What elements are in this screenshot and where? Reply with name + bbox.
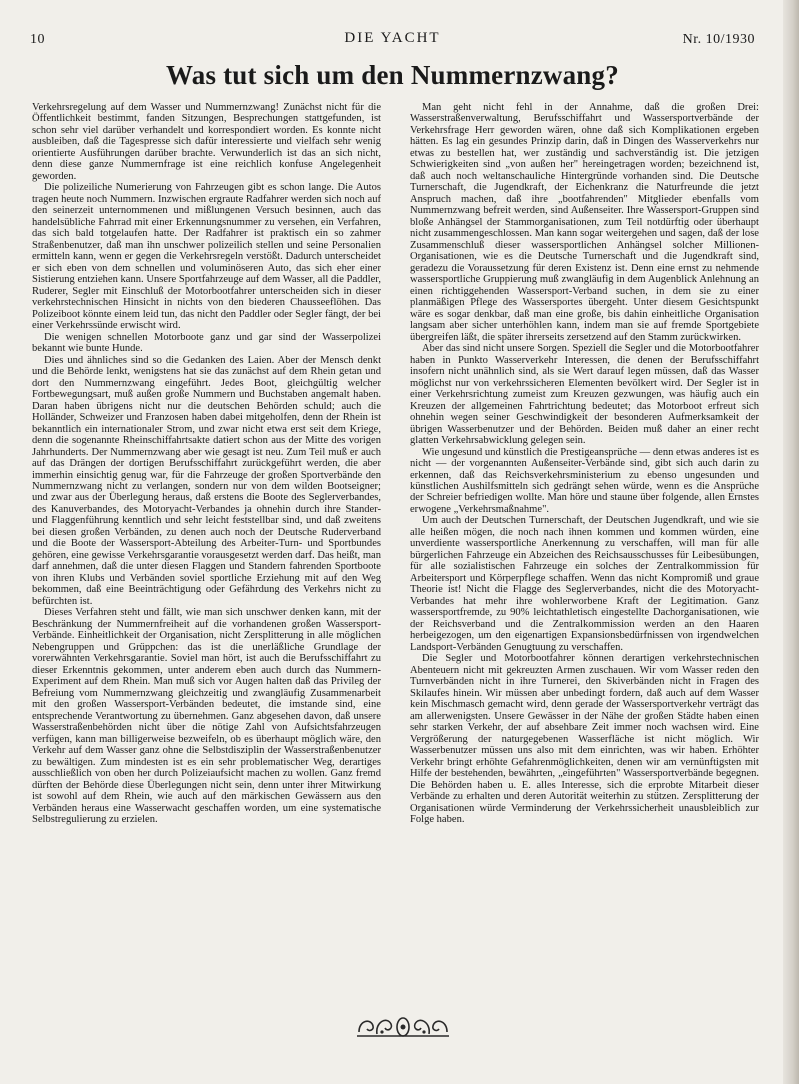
- paragraph: Dies und ähnliches sind so die Gedanken des Laien. Aber der Mensch denkt und die Behörde lenkt, wenigstens hat sie das zunächst auf dem Rhein getan und dort den Nummernzwang eingeführt. Jedes Boot, gleichgültig welcher Fortbewegungsart, muß außen große Nummern und Buchstaben angemalt haben. Daran haben übrigens nicht nur die deutschen Behörden schuld; auch die Holländer, Schweizer und Franzosen haben dabei mitgeholfen, denn der Rhein ist bekanntlich ein internationaler Strom, und zwar nicht etwa erst seit dem Kriege, denn die sogenannte Rheinschiffahrtsakte datiert schon aus der Mitte des vorigen Jahrhunderts. Der Nummernzwang aber wie gesagt ist neu. Zum Teil muß er auch auf das Drängen der dortigen Berufsschiffahrt zurückgeführt werden, die aber immerhin einsichtig genug war, für die Fahrzeuge der großen Sportverbände den Nummernzwang nicht zu verlangen, sondern nur von dem wilden Bootseigner; und zwar aus der Überlegung heraus, daß erstens die Boote des Seglerverbandes, des Kanuverbandes, des Motoryacht-Verbandes ja ohnehin durch ihre Stander- und Flaggenführung kenntlich und sehr leicht feststellbar sind, und daß zweitens bei diesen großen Verbänden, zu denen auch noch der Deutsche Ruderverband und die Boote der Wassersport-Abteilung des Arbeiter-Turn- und Sportbundes gehören, eine gewisse Verkehrsgarantie vorausgesetzt werden darf. Das heißt, man darf annehmen, daß die unter diesen Flaggen und Standern fahrenden Sportboote von ihren Klubs und Verbänden soviel sportliche Erziehung mit auf den Weg bekommen, daß eine Beeinträchtigung oder Gefährdung des Verkehrs nicht zu befürchten ist.: [32, 354, 381, 607]
- article-column-left: [32, 102, 381, 954]
- paragraph: Wie ungesund und künstlich die Prestigeansprüche — denn etwas anderes ist es nicht — der vorgenannten Außenseiter-Verbände sind, gibt sich auch darin zu erkennen, daß das Reichsverkehrsministerium zu ebenso ungesunden und künstlichen Aushilfsmitteln sich gedrängt sehen würde, wenn es die Ansprüche der Schreier befriedigen wollte. Man höre und staune über folgende, allen Ernstes erwogene „Verkehrsmaßnahme".: [410, 446, 759, 515]
- article-column-right: [410, 102, 759, 954]
- magazine-name: DIE YACHT: [344, 30, 441, 46]
- issue-number: Nr. 10/1930: [682, 32, 755, 47]
- article-title: Was tut sich um den Nummernzwang?: [166, 60, 619, 90]
- running-header: [30, 28, 755, 50]
- page-number: 10: [30, 32, 45, 47]
- paragraph: Aber das sind nicht unsere Sorgen. Speziell die Segler und die Motorbootfahrer haben in Punkto Wasserverkehr Interessen, die denen der Berufsschiffahrt insofern nicht unähnlich sind, als sie Wert darauf legen müssen, daß das Wasser möglichst nur von verkehrssicheren Elementen bevölkert wird. Der Segler ist in einer Verkehrsrichtung zumeist zum Kreuzen gezwungen, was häufig auch ein Kreuzen der allgemeinen Fahrtrichtung bedeutet; das Motorboot erfreut sich ohnehin wegen seiner Geschwindigkeit der besonderen Aufmerksamkeit der übrigen Wasserbenutzer und der Behörden. Beiden muß daher an einer recht glatten Verkehrsabwicklung gelegen sein.: [410, 343, 759, 447]
- paragraph: Dieses Verfahren steht und fällt, wie man sich unschwer denken kann, mit der Beschränkung der Nummernfreiheit auf die vorhandenen großen Wassersport-Verbände. Einheitlichkeit der Organisation, nicht Zersplitterung in alle möglichen Nebengruppen und Grüppchen: das ist die unerläßliche Grundlage der vorerwähnten Verkehrsgarantie. Soviel man hört, ist auch die Berufsschiffahrt zu dieser Erkenntnis gekommen, unter anderem eben auch durch das Nummern-Experiment auf dem Rhein. Man muß sich vor Augen halten daß das Privileg der Befreiung vom Nummernzwang gleichzeitig und zwangläufig Zusammenarbeit mit den großen Wassersport-Verbänden bedeutet, die imstande sind, eine entsprechende Verantwortung zu übernehmen. Ganz abgesehen davon, daß unsere Wasserstraßenbehörden nicht über die nötige Zahl von Aufsichtsfahrzeugen verfügen, kann man billigerweise bezweifeln, ob es überhaupt möglich wäre, den Verkehr auf dem Wasser ganz ohne die Selbstdisziplin der Wasserstraßenbenutzer zu bewältigen. Zum mindesten ist es ein sehr problematischer Weg, derartiges ausschließlich von oben her durch Polizeiaufsicht machen zu wollen. Ganz fremd dürften der Behörde diese Überlegungen nicht sein, denn unter ihrer Mitwirkung ist sowohl auf dem Rhein, wie auch auf den märkischen Gewässern aus den Verbänden heraus eine Wasserwacht geschaffen worden, um eine systematische Selbstregulierung zu erzielen.: [32, 607, 381, 826]
- paragraph: Die wenigen schnellen Motorboote ganz und gar sind der Wasserpolizei bekannt wie bunte Hunde.: [32, 331, 381, 355]
- paragraph: Verkehrsregelung auf dem Wasser und Nummernzwang! Zunächst nicht für die Öffentlichkeit bestimmt, fanden Sitzungen, Besprechungen stattgefunden, ist schon sehr viel darüber verhandelt und korrespondiert worden. Es konnte nicht ausbleiben, daß die Tagespresse sich dafür interessierte und vielfach sehr wenig orientierte Ausführungen darüber brachte. Verwunderlich ist das an sich nicht, denn diese ganze Nummernfrage ist eine reichlich konfuse Angelegenheit geworden.: [32, 102, 381, 182]
- paragraph: Die polizeiliche Numerierung von Fahrzeugen gibt es schon lange. Die Autos tragen heute noch Nummern. Inzwischen ergraute Radfahrer werden sich noch auf den seinerzeit unternommenen und mißlungenen Versuch besinnen, auch das handelsübliche Fahrrad mit einer Erkennungsnummer zu versehen, ein Verfahren, das sich bald totgelaufen hatte. Der Radfahrer ist praktisch ein so zahmer Straßenbenutzer, daß man ihn unschwer polizeilich stellen und seine Personalien ermitteln kann, wenn er gegen die Verkehrsregeln verstößt. Dadurch unterscheidet er sich eben von dem schnellen und voluminöseren Auto, das sich eher einer Sistierung entziehen kann. Unsere Sportfahrzeuge auf dem Wasser, all die Paddler, Ruderer, Segler mit Einschluß der Motorbootfahrer unterscheiden sich in dieser verkehrstechnischen Hinsicht in nichts von den biederen Chausseeflöhen. Das Polizeiboot könnte einem leid tun, das nicht den Paddler oder Segler fängt, der bei einer Verkehrssünde erwischt wird.: [32, 182, 381, 332]
- paragraph: Um auch der Deutschen Turnerschaft, der Deutschen Jugendkraft, und wie sie alle heißen mögen, die noch nach ihnen kommen und kommen würden, eine unverdiente wassersportliche Anerkennung zu verschaffen, will man für alle bürgerlichen Fahrzeuge ein Abzeichen des Reichsausschusses für Leibesübungen, für alle sozialistischen Fahrzeuge ein solches der Zentralkommission für Arbeitersport und Körperpflege schaffen. Wenn das nicht Kompromiß und graue Theorie ist! Nicht die Flagge des Seglerverbandes, nicht die des Motoryacht-Verbandes hat mehr ihre wohlerworbene Kraft der Legitimation. Ganz wassersportfremde, zu 90% leichtathletisch eingestellte Dachorganisationen, wie der Reichsverband und die Zentralkommission werden an den Haaren herbeigezogen, um den eigenartigen Expansionsbedürfnissen von irgendwelchen Landsport-Verbänden Genugtuung zu verschaffen.: [410, 515, 759, 653]
- paragraph: Die Segler und Motorbootfahrer können derartigen verkehrstechnischen Abenteuern nicht mit gekreuzten Armen zuschauen. Wir vom Wasser reden den Turnverbänden nicht in ihre Turnerei, den Skiverbänden nicht in Fragen des Skilaufes hinein. Wir müssen aber unbedingt fordern, daß auch auf dem Wasser kein Mischmasch gemacht wird, denn gerade der Wassersportverkehr verträgt das am allerwenigsten. Unsere Gewässer in der Nähe der großen Städte haben einen sehr starken Verkehr, der auf absehbare Zeit immer noch wachsen wird. Eine Vergrößerung der naturgegebenen Wasserfläche ist nicht möglich. Wir Wasserbenutzer müssen uns also mit dem einrichten, was wir haben. Erhöhter Verkehr bringt erhöhte Gefahrenmöglichkeiten, denen wir am vernünftigsten mit Hilfe der bestehenden, bewährten, „eingeführten" Wassersportverbände begegnen. Die Behörden haben u. E. alles Interesse, sich die erprobte Mitarbeit dieser Verbände zu erhalten und deren Autorität weiterhin zu stützen. Zersplitterung der Organisationen würde Verminderung der Verkehrssicherheit unausbleiblich zur Folge haben.: [410, 653, 759, 826]
- paragraph: Man geht nicht fehl in der Annahme, daß die großen Drei: Wasserstraßenverwaltung, Berufsschiffahrt und Wassersportverbände der Verkehrsfrage Herr geworden wären, ohne daß sich Komplikationen ergeben hätten. Es lag ein gesundes Prinzip darin, daß in Dingen des Wasserverkehrs nur etwas zu bestellen hat, wer zuständig und sachverständig ist. Die jetzigen Schwierigkeiten sind „von außen her" hereingetragen worden; bezeichnend ist, daß auch noch weltanschauliche Hintergründe vorhanden sind. Die Deutsche Turnerschaft, die Jugendkraft, der Eichenkranz die Naturfreunde die jetzt Anspruch machen, daß ihre „bootfahrenden" Mitglieder ebenfalls vom Nummernzwang befreit werden, sind Außenseiter. Ihre Wassersport-Gruppen sind bloße Anhängsel der Stammorganisationen, zum Teil notdürftig oder überhaupt nicht zusammengeschlossen. Man kann sogar weitergehen und sagen, daß der lose Zusammenschluß dieser wassersportlichen Anhängsel solcher Millionen-Organisationen, wie es die Deutsche Turnerschaft und die Jugendkraft sind, geradezu die Voraussetzung für deren Existenz ist. Denn eine ernst zu nehmende wassersportliche Gruppierung muß zwangläufig in dem Augenblick Anlehnung an einen richtiggehenden Wassersport-Verband suchen, in dem sie zu einer planmäßigen Pflege des Wassersportes übergeht. Unter diesem Gesichtspunkt wäre es sogar denkbar, daß man eine große, bis dahin einheitliche Organisation langsam aber sicher unterhöhlen kann, indem man sie auf fremde Sportgebiete übergreifen läßt, die später ihrerseits zersetzend auf den Stamm zurückwirken.: [410, 102, 759, 343]
- decorative-vignette-icon: [355, 1012, 451, 1040]
- scan-page-edge: [783, 0, 799, 1084]
